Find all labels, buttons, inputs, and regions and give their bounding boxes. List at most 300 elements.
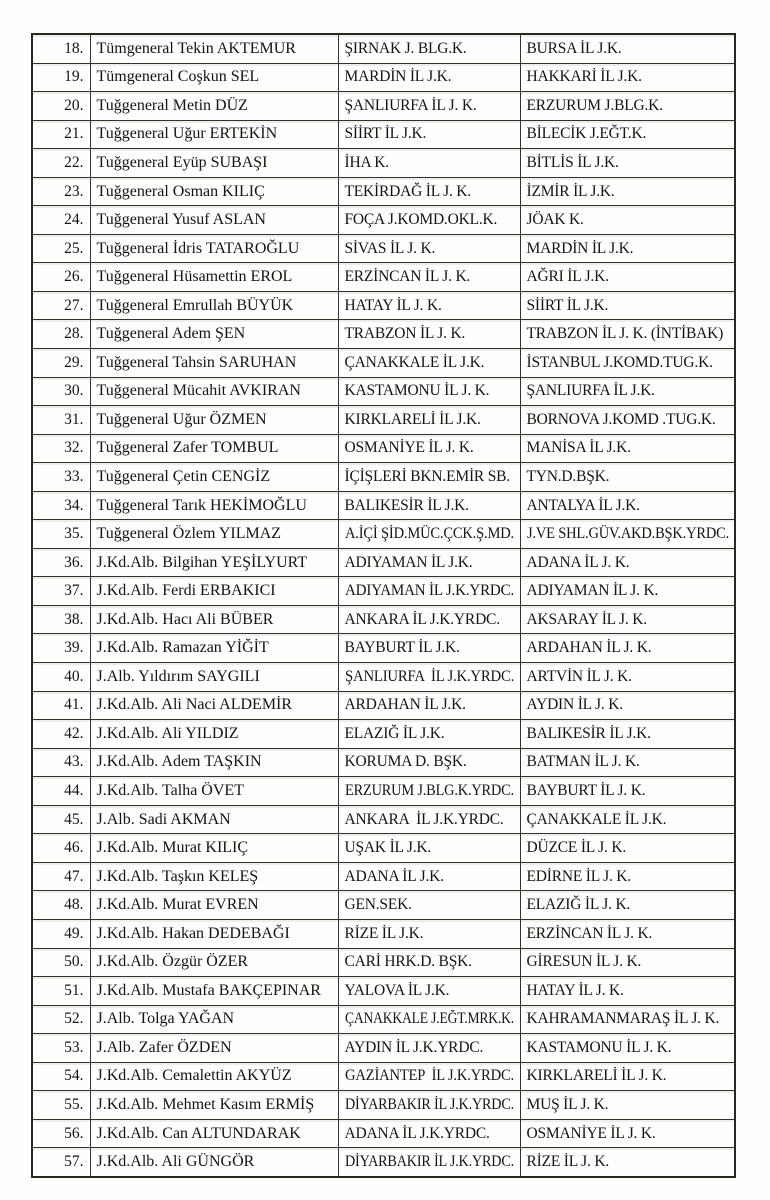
new-assignment-cell-text: BAYBURT İL J. K. (526, 781, 646, 799)
current-assignment-cell-text: ÇANAKKALE İL J.K. (344, 353, 485, 371)
current-assignment-cell (338, 92, 520, 121)
row-number-cell (32, 149, 90, 178)
row-number-cell (32, 548, 90, 577)
rank-name-cell-text: Tuğgeneral Uğur ERTEKİN (96, 125, 278, 143)
current-assignment-cell-text: KIRKLARELİ İL J.K. (344, 410, 481, 428)
row-number-cell (32, 834, 90, 863)
table-row (32, 463, 735, 492)
current-assignment-cell (338, 1119, 520, 1148)
new-assignment-cell (520, 291, 735, 320)
row-number-cell (32, 805, 90, 834)
table-row (32, 120, 735, 149)
new-assignment-cell-text: BİTLİS İL J.K. (526, 153, 619, 171)
row-number-cell-text: 48. (64, 896, 84, 914)
current-assignment-cell (338, 977, 520, 1006)
row-number-cell (32, 777, 90, 806)
new-assignment-cell (520, 206, 735, 235)
rank-name-cell-text: J.Kd.Alb. Adem TAŞKIN (96, 753, 262, 771)
rank-name-cell (90, 919, 338, 948)
table-row (32, 1148, 735, 1177)
rank-name-cell-text: J.Kd.Alb. Hacı Ali BÜBER (96, 610, 274, 628)
new-assignment-cell-text: KIRKLARELİ İL J. K. (526, 1067, 667, 1085)
current-assignment-cell-text: KORUMA D. BŞK. (344, 753, 467, 771)
current-assignment-cell (338, 691, 520, 720)
new-assignment-cell-text: KASTAMONU İL J. K. (526, 1038, 672, 1056)
table-row (32, 862, 735, 891)
rank-name-cell-text: J.Kd.Alb. Ali YILDIZ (96, 724, 239, 742)
row-number-cell (32, 406, 90, 435)
table-row (32, 1005, 735, 1034)
new-assignment-cell (520, 63, 735, 92)
rank-name-cell-text: J.Kd.Alb. Ali Naci ALDEMİR (96, 696, 293, 714)
rank-name-cell-text: Tuğgeneral İdris TATAROĞLU (96, 239, 300, 257)
new-assignment-cell-text: ADANA İL J. K. (526, 553, 630, 571)
rank-name-cell-text: Tuğgeneral Uğur ÖZMEN (96, 410, 267, 428)
current-assignment-cell (338, 663, 520, 692)
current-assignment-cell-text: İHA K. (344, 153, 389, 171)
table-row (32, 805, 735, 834)
current-assignment-cell-text: MARDİN İL J.K. (344, 68, 452, 86)
current-assignment-cell-text: ERZİNCAN İL J. K. (344, 268, 471, 286)
new-assignment-cell-text: ARDAHAN İL J. K. (526, 639, 652, 657)
rank-name-cell-text: Tuğgeneral Zafer TOMBUL (96, 439, 279, 457)
table-row (32, 1062, 735, 1091)
new-assignment-cell (520, 634, 735, 663)
new-assignment-cell (520, 691, 735, 720)
table-row (32, 720, 735, 749)
rank-name-cell (90, 663, 338, 692)
new-assignment-cell (520, 1119, 735, 1148)
current-assignment-cell (338, 891, 520, 920)
row-number-cell (32, 377, 90, 406)
current-assignment-cell (338, 63, 520, 92)
current-assignment-cell-text: ELAZIĞ İL J.K. (344, 724, 445, 742)
rank-name-cell-text: Tuğgeneral Mücahit AVKIRAN (96, 382, 301, 400)
row-number-cell-text: 27. (64, 296, 84, 314)
rank-name-cell (90, 548, 338, 577)
current-assignment-cell (338, 548, 520, 577)
new-assignment-cell-text: TYN.D.BŞK. (526, 467, 610, 485)
current-assignment-cell-text: AYDIN İL J.K.YRDC. (344, 1038, 484, 1056)
rank-name-cell-text: Tuğgeneral Yusuf ASLAN (96, 211, 266, 229)
table-row (32, 377, 735, 406)
row-number-cell-text: 55. (64, 1096, 84, 1113)
current-assignment-cell (338, 1034, 520, 1063)
new-assignment-cell (520, 891, 735, 920)
rank-name-cell (90, 206, 338, 235)
row-number-cell (32, 977, 90, 1006)
row-number-cell-text: 38. (64, 610, 84, 628)
row-number-cell-text: 53. (64, 1038, 84, 1056)
row-number-cell-text: 57. (64, 1153, 84, 1171)
rank-name-cell (90, 691, 338, 720)
rank-name-cell-text: J.Kd.Alb. Ramazan YİĞİT (96, 639, 269, 657)
table-row (32, 177, 735, 206)
row-number-cell-text: 20. (64, 96, 84, 114)
current-assignment-cell-text: ADANA İL J.K.YRDC. (344, 1124, 490, 1142)
current-assignment-cell-text: ADIYAMAN İL J.K. (344, 553, 473, 571)
current-assignment-cell (338, 1091, 520, 1120)
rank-name-cell (90, 34, 338, 63)
current-assignment-cell (338, 149, 520, 178)
new-assignment-cell-text: AYDIN İL J. K. (526, 696, 623, 714)
row-number-cell-text: 49. (64, 924, 84, 942)
rank-name-cell (90, 720, 338, 749)
rank-name-cell (90, 862, 338, 891)
new-assignment-cell-text: BİLECİK J.EĞT.K. (526, 125, 647, 143)
current-assignment-cell-text: RİZE İL J.K. (344, 924, 424, 942)
new-assignment-cell (520, 663, 735, 692)
new-assignment-cell (520, 577, 735, 606)
new-assignment-cell-text: İSTANBUL J.KOMD.TUG.K. (526, 353, 713, 371)
current-assignment-cell-text: ŞIRNAK J. BLG.K. (344, 39, 467, 57)
rank-name-cell-text: Tuğgeneral Metin DÜZ (96, 96, 248, 114)
table-row (32, 634, 735, 663)
row-number-cell-text: 51. (64, 981, 84, 999)
current-assignment-cell (338, 406, 520, 435)
new-assignment-cell-text: BATMAN İL J. K. (526, 753, 640, 771)
rank-name-cell (90, 149, 338, 178)
new-assignment-cell-text: TRABZON İL J. K. (İNTİBAK) (526, 325, 724, 343)
new-assignment-cell (520, 34, 735, 63)
rank-name-cell (90, 177, 338, 206)
row-number-cell (32, 720, 90, 749)
rank-name-cell (90, 1005, 338, 1034)
current-assignment-cell-text: ERZURUM J.BLG.K.YRDC. (344, 781, 514, 799)
table-row (32, 1091, 735, 1120)
rank-name-cell (90, 92, 338, 121)
new-assignment-cell (520, 1148, 735, 1177)
row-number-cell (32, 34, 90, 63)
new-assignment-cell-text: J.VE SHL.GÜV.AKD.BŞK.YRDC. (526, 525, 729, 543)
new-assignment-cell-text: KAHRAMANMARAŞ İL J. K. (526, 1010, 720, 1028)
current-assignment-cell-text: SİİRT İL J.K. (344, 125, 427, 143)
current-assignment-cell (338, 605, 520, 634)
table-row (32, 834, 735, 863)
row-number-cell-text: 19. (64, 68, 84, 86)
rank-name-cell-text: J.Kd.Alb. Hakan DEDEBAĞI (96, 924, 290, 942)
rank-name-cell (90, 748, 338, 777)
rank-name-cell-text: J.Alb. Sadi AKMAN (96, 810, 231, 828)
row-number-cell (32, 605, 90, 634)
current-assignment-cell (338, 349, 520, 378)
new-assignment-cell (520, 834, 735, 863)
rank-name-cell-text: Tuğgeneral Özlem YILMAZ (96, 525, 282, 543)
row-number-cell-text: 39. (64, 639, 84, 657)
current-assignment-cell (338, 720, 520, 749)
row-number-cell (32, 92, 90, 121)
row-number-cell (32, 463, 90, 492)
rank-name-cell-text: J.Alb. Yıldırım SAYGILI (96, 667, 260, 685)
rank-name-cell (90, 463, 338, 492)
new-assignment-cell (520, 948, 735, 977)
new-assignment-cell (520, 434, 735, 463)
table-row (32, 234, 735, 263)
rank-name-cell (90, 291, 338, 320)
new-assignment-cell-text: ERZURUM J.BLG.K. (526, 96, 663, 114)
current-assignment-cell-text: ARDAHAN İL J.K. (344, 696, 466, 714)
current-assignment-cell (338, 434, 520, 463)
new-assignment-cell-text: MUŞ İL J. K. (526, 1096, 609, 1113)
rank-name-cell-text: Tuğgeneral Hüsamettin EROL (96, 268, 293, 286)
rank-name-cell (90, 834, 338, 863)
table-row (32, 406, 735, 435)
new-assignment-cell (520, 234, 735, 263)
table-row (32, 777, 735, 806)
new-assignment-cell (520, 491, 735, 520)
rank-name-cell-text: J.Kd.Alb. Murat KILIÇ (96, 839, 249, 857)
table-row (32, 577, 735, 606)
row-number-cell (32, 491, 90, 520)
table-row (32, 948, 735, 977)
new-assignment-cell-text: İZMİR İL J.K. (526, 182, 615, 200)
rank-name-cell (90, 891, 338, 920)
new-assignment-cell-text: BURSA İL J.K. (526, 39, 622, 57)
rank-name-cell (90, 577, 338, 606)
current-assignment-cell-text: YALOVA İL J.K. (344, 981, 450, 999)
new-assignment-cell (520, 92, 735, 121)
current-assignment-cell (338, 577, 520, 606)
table-row (32, 748, 735, 777)
new-assignment-cell (520, 349, 735, 378)
row-number-cell (32, 1091, 90, 1120)
new-assignment-cell-text: AĞRI İL J.K. (526, 268, 609, 286)
rank-name-cell-text: Tuğgeneral Osman KILIÇ (96, 182, 265, 200)
row-number-cell (32, 1119, 90, 1148)
row-number-cell-text: 32. (64, 439, 84, 457)
rank-name-cell (90, 977, 338, 1006)
rank-name-cell (90, 263, 338, 292)
rank-name-cell-text: J.Kd.Alb. Taşkın KELEŞ (96, 867, 259, 885)
rank-name-cell (90, 1034, 338, 1063)
row-number-cell-text: 44. (64, 781, 84, 799)
row-number-cell-text: 34. (64, 496, 84, 514)
row-number-cell (32, 234, 90, 263)
table-row (32, 520, 735, 549)
current-assignment-cell-text: İÇİŞLERİ BKN.EMİR SB. (344, 467, 510, 485)
row-number-cell (32, 349, 90, 378)
current-assignment-cell-text: OSMANİYE İL J. K. (344, 439, 474, 457)
table-row (32, 663, 735, 692)
new-assignment-cell (520, 263, 735, 292)
rank-name-cell-text: Tümgeneral Coşkun SEL (96, 68, 260, 86)
new-assignment-cell-text: ANTALYA İL J.K. (526, 496, 640, 514)
new-assignment-cell (520, 1062, 735, 1091)
row-number-cell-text: 26. (64, 268, 84, 286)
rank-name-cell (90, 777, 338, 806)
new-assignment-cell-text: AKSARAY İL J. K. (526, 610, 647, 628)
rank-name-cell-text: J.Kd.Alb. Talha ÖVET (96, 781, 244, 799)
new-assignment-cell (520, 748, 735, 777)
row-number-cell (32, 634, 90, 663)
row-number-cell-text: 29. (64, 353, 84, 371)
table-row (32, 919, 735, 948)
new-assignment-cell (520, 1034, 735, 1063)
new-assignment-cell (520, 377, 735, 406)
current-assignment-cell (338, 234, 520, 263)
table-row (32, 605, 735, 634)
current-assignment-cell-text: ADIYAMAN İL J.K.YRDC. (344, 582, 514, 600)
current-assignment-cell-text: GAZİANTEP İL J.K.YRDC. (344, 1067, 514, 1085)
table-row (32, 320, 735, 349)
current-assignment-cell (338, 520, 520, 549)
new-assignment-cell-text: ELAZIĞ İL J. K. (526, 896, 631, 914)
current-assignment-cell-text: DİYARBAKIR İL J.K.YRDC. (344, 1096, 514, 1113)
rank-name-cell-text: Tuğgeneral Tarık HEKİMOĞLU (96, 496, 307, 514)
current-assignment-cell-text: UŞAK İL J.K. (344, 839, 432, 857)
new-assignment-cell-text: DÜZCE İL J. K. (526, 839, 627, 857)
new-assignment-cell (520, 1005, 735, 1034)
row-number-cell-text: 22. (64, 153, 84, 171)
current-assignment-cell-text: FOÇA J.KOMD.OKL.K. (344, 211, 498, 229)
rank-name-cell (90, 234, 338, 263)
row-number-cell-text: 47. (64, 867, 84, 885)
row-number-cell-text: 56. (64, 1124, 84, 1142)
new-assignment-cell (520, 177, 735, 206)
current-assignment-cell-text: A.İÇİ ŞİD.MÜC.ÇCK.Ş.MD. (344, 525, 514, 543)
row-number-cell-text: 50. (64, 953, 84, 971)
new-assignment-cell-text: HATAY İL J. K. (526, 981, 624, 999)
table-row (32, 206, 735, 235)
rank-name-cell-text: J.Kd.Alb. Özgür ÖZER (96, 953, 249, 971)
new-assignment-cell (520, 520, 735, 549)
current-assignment-cell (338, 777, 520, 806)
table-row (32, 434, 735, 463)
new-assignment-cell-text: ARTVİN İL J. K. (526, 667, 632, 685)
row-number-cell (32, 663, 90, 692)
table-row (32, 891, 735, 920)
assignments-table (31, 33, 736, 1178)
new-assignment-cell (520, 919, 735, 948)
row-number-cell-text: 52. (64, 1010, 84, 1028)
rank-name-cell-text: J.Kd.Alb. Bilgihan YEŞİLYURT (96, 553, 308, 571)
assignments-table-body (32, 34, 735, 1177)
table-row (32, 263, 735, 292)
new-assignment-cell-text: MARDİN İL J.K. (526, 239, 634, 257)
table-row (32, 1034, 735, 1063)
rank-name-cell (90, 1091, 338, 1120)
rank-name-cell-text: J.Kd.Alb. Ali GÜNGÖR (96, 1153, 255, 1171)
rank-name-cell-text: J.Alb. Zafer ÖZDEN (96, 1038, 232, 1056)
row-number-cell (32, 206, 90, 235)
new-assignment-cell-text: SİİRT İL J.K. (526, 296, 609, 314)
row-number-cell (32, 748, 90, 777)
current-assignment-cell (338, 377, 520, 406)
current-assignment-cell (338, 463, 520, 492)
row-number-cell (32, 263, 90, 292)
row-number-cell-text: 54. (64, 1067, 84, 1085)
new-assignment-cell-text: GİRESUN İL J. K. (526, 953, 642, 971)
row-number-cell-text: 46. (64, 839, 84, 857)
rank-name-cell-text: Tuğgeneral Eyüp SUBAŞI (96, 153, 268, 171)
table-row (32, 548, 735, 577)
rank-name-cell (90, 948, 338, 977)
rank-name-cell (90, 434, 338, 463)
new-assignment-cell-text: ADIYAMAN İL J. K. (526, 582, 659, 600)
new-assignment-cell (520, 120, 735, 149)
row-number-cell-text: 35. (64, 525, 84, 543)
rank-name-cell (90, 320, 338, 349)
row-number-cell (32, 434, 90, 463)
rank-name-cell-text: Tümgeneral Tekin AKTEMUR (96, 39, 296, 57)
rank-name-cell-text: J.Kd.Alb. Ferdi ERBAKICI (96, 582, 276, 600)
rank-name-cell-text: J.Kd.Alb. Can ALTUNDARAK (96, 1124, 301, 1142)
row-number-cell-text: 45. (64, 810, 84, 828)
table-row (32, 291, 735, 320)
new-assignment-cell (520, 777, 735, 806)
rank-name-cell-text: J.Kd.Alb. Murat EVREN (96, 896, 259, 914)
current-assignment-cell-text: TRABZON İL J. K. (344, 325, 466, 343)
new-assignment-cell-text: EDİRNE İL J. K. (526, 867, 631, 885)
rank-name-cell (90, 63, 338, 92)
current-assignment-cell-text: ÇANAKKALE J.EĞT.MRK.K. (344, 1010, 514, 1028)
new-assignment-cell (520, 149, 735, 178)
row-number-cell (32, 891, 90, 920)
new-assignment-cell (520, 720, 735, 749)
row-number-cell-text: 42. (64, 724, 84, 742)
row-number-cell (32, 1034, 90, 1063)
new-assignment-cell (520, 605, 735, 634)
rank-name-cell-text: Tuğgeneral Tahsin SARUHAN (96, 353, 297, 371)
current-assignment-cell (338, 805, 520, 834)
row-number-cell-text: 43. (64, 753, 84, 771)
table-row (32, 34, 735, 63)
row-number-cell-text: 23. (64, 182, 84, 200)
current-assignment-cell (338, 834, 520, 863)
rank-name-cell (90, 634, 338, 663)
new-assignment-cell (520, 548, 735, 577)
rank-name-cell (90, 1119, 338, 1148)
row-number-cell (32, 577, 90, 606)
current-assignment-cell-text: ŞANLIURFA İL J.K.YRDC. (344, 667, 514, 685)
current-assignment-cell-text: ADANA İL J.K. (344, 867, 444, 885)
row-number-cell-text: 18. (64, 39, 84, 57)
row-number-cell-text: 33. (64, 467, 84, 485)
current-assignment-cell-text: DİYARBAKIR İL J.K.YRDC. (344, 1153, 514, 1171)
row-number-cell (32, 1062, 90, 1091)
new-assignment-cell-text: OSMANİYE İL J. K. (526, 1124, 656, 1142)
current-assignment-cell (338, 291, 520, 320)
current-assignment-cell (338, 1148, 520, 1177)
row-number-cell (32, 691, 90, 720)
new-assignment-cell-text: ÇANAKKALE İL J.K. (526, 810, 667, 828)
rank-name-cell-text: J.Kd.Alb. Mustafa BAKÇEPINAR (96, 981, 321, 999)
new-assignment-cell-text: BORNOVA J.KOMD .TUG.K. (526, 410, 716, 428)
rank-name-cell-text: J.Kd.Alb. Mehmet Kasım ERMİŞ (96, 1096, 315, 1113)
row-number-cell (32, 1005, 90, 1034)
table-row (32, 149, 735, 178)
new-assignment-cell-text: HAKKARİ İL J.K. (526, 68, 642, 86)
current-assignment-cell (338, 1005, 520, 1034)
current-assignment-cell-text: ŞANLIURFA İL J. K. (344, 96, 477, 114)
table-row (32, 977, 735, 1006)
current-assignment-cell-text: SİVAS İL J. K. (344, 239, 436, 257)
new-assignment-cell-text: JÖAK K. (526, 211, 584, 229)
row-number-cell-text: 31. (64, 410, 84, 428)
current-assignment-cell (338, 263, 520, 292)
row-number-cell (32, 1148, 90, 1177)
rank-name-cell (90, 349, 338, 378)
rank-name-cell (90, 377, 338, 406)
rank-name-cell-text: Tuğgeneral Çetin CENGİZ (96, 467, 271, 485)
row-number-cell-text: 37. (64, 582, 84, 600)
new-assignment-cell (520, 320, 735, 349)
rank-name-cell (90, 406, 338, 435)
current-assignment-cell (338, 206, 520, 235)
new-assignment-cell (520, 406, 735, 435)
row-number-cell (32, 63, 90, 92)
new-assignment-cell-text: MANİSA İL J.K. (526, 439, 631, 457)
